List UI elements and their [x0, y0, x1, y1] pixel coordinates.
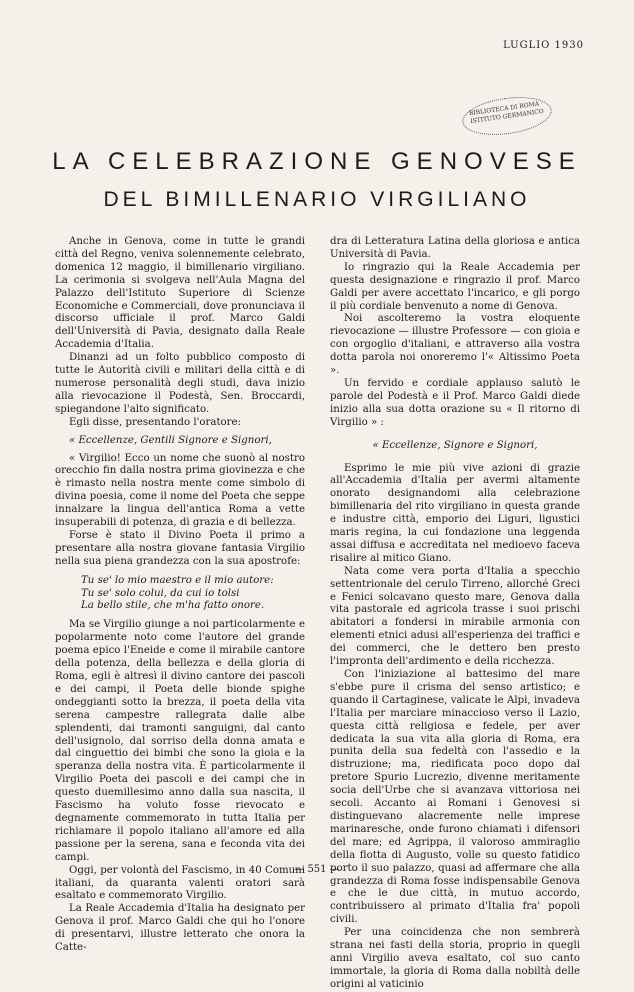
verse-quote [81, 575, 305, 614]
paragraph: Egli disse, presentando l'oratore: [69, 416, 242, 428]
paragraph: Esprimo le mie più vive azioni di grazie all'Accademia d'Italia per avermi altamente onorato designandomi alla celebrazione bimillenaria del rito virgiliano in questa grande e industre città, emporio dei Liguri, ligustici maris regina, la cui fondazione una leggenda assai diffusa e accreditata nel medioevo faceva risalire al mitico Giano. [330, 462, 580, 564]
paragraph: Ma se Virgilio giunge a noi particolarmente e popolarmente noto come l'autore del grande poema epico l'Eneide e come il mirabile cantore della potenza, della bellezza e della gloria di Roma, egli è altresì il divino cantore dei pascoli e dei campi, il Poeta delle bionde spighe ondeggianti sotto la brezza, il poeta della vita serena campestre rallegrata dalle albe splendenti, dai tramonti sanguigni, dal canto dell'usignolo, dal sorriso della donna amata e dal cinguettio dei bimbi che sono la gioia e la speranza della nostra vita. È particolarmente il Virgilio Poeta dei pascoli e dei campi che in questo duemillesimo anno dalla sua nascita, il Fascismo ha voluto fosse rievocato e degnamente commemorato in tutta Italia per richiamare il popolo italiano all'amore ed alla passione per la serena, sana e feconda vita dei campi. [55, 619, 305, 863]
paragraph: Io ringrazio qui la Reale Accademia per questa designazione e ringrazio il prof. Marco Galdi per avere accettato l'incarico, e gli porgo il più cordiale benvenuto a nome di Genova. [330, 261, 580, 312]
salutation: « Eccellenze, Signore e Signori, [372, 439, 538, 451]
header-date: LUGLIO 1930 [503, 40, 584, 51]
verse-line: Tu se' lo mio maestro e il mio autore: [81, 574, 274, 586]
paragraph: Un fervido e cordiale applauso salutò le parole del Podestà e il Prof. Marco Galdi diede inizio alla sua dotta orazione su « Il ritorno di Virgilio » : [330, 377, 580, 428]
paragraph: Noi ascolteremo la vostra eloquente rievocazione — illustre Professore — con gioia e con orgoglio d'italiani, e attraverso alla vostra dotta parola noi onoreremo l'« Altissimo Poeta ». [330, 313, 580, 377]
right-column [330, 236, 580, 992]
salutation: « Eccellenze, Gentili Signore e Signori, [69, 434, 272, 446]
library-stamp: BIBLIOTECA DI ROMA · ISTITUTO GERMANICO [460, 92, 554, 140]
paragraph: dra di Letteratura Latina della gloriosa e antica Università di Pavia. [330, 236, 580, 260]
left-column [55, 236, 305, 955]
paragraph: Con l'iniziazione al battesimo del mare s'ebbe pure il crisma del senso artistico; e quando il Cartaginese, valicate le Alpi, invadeva l'Italia per marciare minaccioso verso il Lazio, questa città religiosa e fedele, per aver dedicata la sua vita alla gloria di Roma, era punita della sua fedeltà con l'assedio e la distruzione; ma, riedificata poco dopo dal pretore Spurio Lucrezio, divenne meritamente socia dell'Urbe che si avanzava vittoriosa nei secoli. Accanto ai Romani i Genovesi si distinguevano alacremente nelle imprese marinaresche, onde furono chiamati i difensori del mare; ed Agrippa, il valoroso ammiraglio della flotta di Augusto, volle su questo fatidico porto il suo palazzo, quasi ad affermare che alla grandezza di Roma fosse indispensabile Genova e che le due città, in mutuo accordo, contribuissero al primato d'Italia fra' popoli civili. [330, 669, 580, 926]
article-title-line1: LA CELEBRAZIONE GENOVESE [52, 148, 582, 175]
paragraph: « Virgilio! Ecco un nome che suonò al nostro orecchio fin dalla nostra prima giovinezza e che è rimasto nella nostra mente come simbolo di divina poesia, come il nome del Poeta che seppe innalzare la lingua dell'antica Roma a vette insuperabili di potenza, di grazia e di bellezza. [55, 452, 305, 529]
verse-line: La bello stile, che m'ha fatto onore. [81, 600, 265, 612]
paragraph: Dinanzi ad un folto pubblico composto di tutte le Autorità civili e militari della città e di numerose personalità degli studi, dava inizio alla rievocazione il Podestà, Sen. Broccardi, spiegandone l'alto significato. [55, 352, 305, 415]
paragraph: Anche in Genova, come in tutte le grandi città del Regno, veniva solennemente celebrato, domenica 12 maggio, il bimillenario virgiliano. La cerimonia si svolgeva nell'Aula Magna del Palazzo dell'Istituto Superiore di Scienze Economiche e Commerciali, dove pronunciava il discorso ufficiale il prof. Marco Galdi dell'Università di Pavia, designato dalla Reale Accademia d'Italia. [55, 236, 305, 351]
article-title-line2: DEL BIMILLENARIO VIRGILIANO [103, 188, 531, 211]
page-number: — 551 — [294, 864, 340, 875]
paragraph: Per una coincidenza che non sembrerà strana nei fasti della storia, proprio in quegli anni Virgilio aveva esaltato, col suo canto immortale, la gloria di Roma dalla nobiltà delle origini al vaticinio [330, 927, 580, 990]
verse-line: Tu se' solo colui, da cui io tolsi [81, 587, 240, 599]
paragraph: Nata come vera porta d'Italia a specchio settentrionale del cerulo Tirreno, allorché Greci e Fenici solcavano questo mare, Genova dalla vita pastorale ed agricola trasse i suoi prischi abitatori a fondersi in mirabile armonia con elementi etnici adusi all'esperienza dei traffici e dei commerci, che le dettero ben presto l'impronta dell'ardimento e della ricchezza. [330, 565, 580, 668]
paragraph: Forse è stato il Divino Poeta il primo a presentare alla nostra giovane fantasia Virgilio nella sua piena grandezza con la sua apostrofe: [55, 529, 305, 567]
paragraph: La Reale Accademia d'Italia ha designato per Genova il prof. Marco Galdi che qui ho l'onore di presentarvi, illustre letterato che onora la Catte- [55, 903, 305, 954]
paragraph: Oggi, per volontà del Fascismo, in 40 Comuni italiani, da quaranta valenti oratori sarà esaltato e commemorato Virgilio. [55, 864, 305, 902]
